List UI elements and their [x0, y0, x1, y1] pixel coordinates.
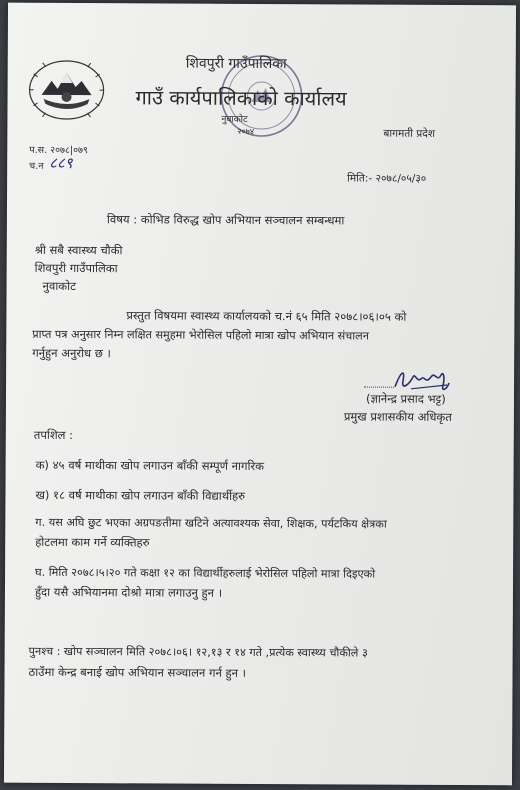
- letter-date: मिति:- २०७८/०५/३०: [347, 172, 427, 185]
- chalani-label: च.न: [29, 160, 44, 172]
- municipality-name: शिवपुरी गाउँपालिका: [185, 55, 287, 73]
- signatory-title: प्रमुख प्रशासकीय अधिकृत: [343, 409, 452, 425]
- list-item: क) ४५ वर्ष माथीका खोप लगाउन बाँकी सम्पूर्ण नागरिक: [35, 457, 265, 474]
- list-item: घ. मिति २०७८।५।२० गते कक्षा १२ का विद्यार्थीहरुलाई भेरोसिल पहिलो मात्रा दिइएको: [35, 565, 376, 581]
- list-item: ग. यस अघि छुट भएका अग्रपङतीमा खटिने अत्यावश्यक सेवा, शिक्षक, पर्यटकिय क्षेत्रका: [35, 515, 387, 531]
- details-label: तपशिल :: [33, 427, 74, 443]
- recipient-line-2: शिवपुरी गाउँपालिका: [34, 260, 118, 276]
- province-name: बागमती प्रदेश: [383, 127, 436, 140]
- list-item: होटलमा काम गर्ने व्यक्तिहरु: [35, 534, 150, 550]
- reference-number: प.स. २०७८|०७९: [29, 144, 88, 157]
- body-line-2: प्राप्त पत्र अनुसार निम्न लक्षित समुहमा भेरोसिल पहिलो मात्रा खोप अभियान संचालन: [32, 327, 370, 343]
- recipient-line-1: श्री सबै स्वास्थ्य चौकी: [34, 242, 123, 258]
- letter-page: [4, 3, 516, 786]
- postscript-line-2: ठाउँमा केन्द्र बनाई खोप अभियान सञ्चालन गर्न हुन ।: [28, 664, 247, 680]
- nepal-emblem-icon: [27, 59, 105, 121]
- office-title: गाउँ कार्यपालिकाको कार्यालय: [135, 85, 347, 111]
- body-line-1: प्रस्तुत विषयमा स्वास्थ्य कार्यालयको च.नं ६५ मिति २०७८।०६।०५ को: [126, 308, 407, 324]
- body-line-3: गर्नुहुन अनुरोध छ ।: [32, 345, 111, 361]
- signature-dots: [364, 387, 394, 388]
- postscript-line-1: पुनश्च : खोप सञ्चालन मिति २०७८।०६। १२,१३ र १४ गते ,प्रत्येक स्वास्थ्य चौकीले ३: [28, 644, 368, 660]
- chalani-number: ८८९: [49, 153, 73, 173]
- list-item: ख) १८ वर्ष माथीका खोप लगाउन बाँकी विद्यार्थीहरु: [35, 487, 246, 503]
- subject-line: विषय : कोभिड विरुद्ध खोप अभियान सञ्चालन सम्बन्धमा: [106, 212, 345, 228]
- signatory-name: (ज्ञानेन्द्र प्रसाद भट्ट): [365, 391, 446, 406]
- stamp-address: नुवाकोट: [221, 114, 248, 125]
- stamp-year: २०७४: [237, 126, 255, 136]
- recipient-line-3: नुवाकोट: [42, 278, 76, 294]
- list-item: हुँदा यसै अभियानमा दोश्रो मात्रा लगाउनु हुन ।: [34, 584, 223, 600]
